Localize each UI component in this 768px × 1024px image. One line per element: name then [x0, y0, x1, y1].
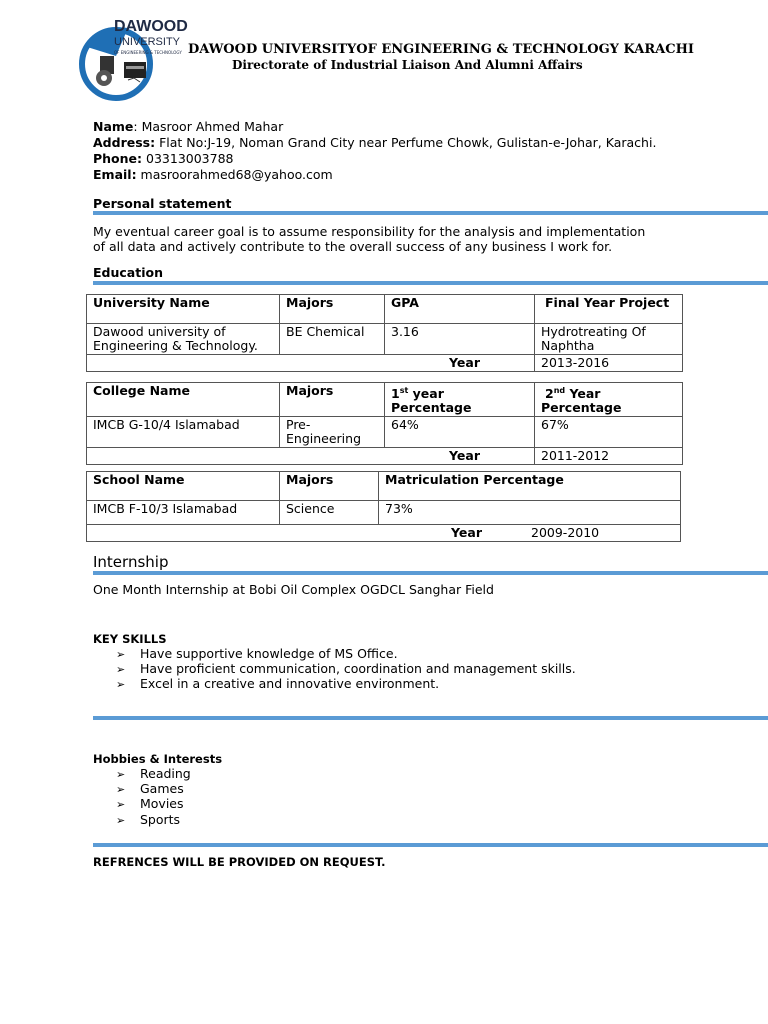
address-line — [93, 135, 656, 151]
phone-value: 03313003788 — [142, 151, 234, 166]
hobby-text: Games — [140, 781, 184, 796]
table-header: Matriculation Percentage — [379, 472, 681, 501]
table-header: Majors — [280, 472, 379, 501]
year-value: 2009-2010 — [531, 525, 600, 540]
list-item — [116, 766, 191, 781]
internship-text: One Month Internship at Bobi Oil Complex OGDCL Sanghar Field — [93, 582, 494, 597]
table-cell: 73% — [379, 501, 681, 525]
school-table — [86, 471, 681, 542]
personal-line-1: My eventual career goal is to assume responsibility for the analysis and implementation — [93, 224, 646, 239]
institution-title: DAWOOD UNIVERSITYOF ENGINEERING & TECHNOLOGY KARACHI — [188, 42, 694, 57]
cell-line: Pre- — [286, 417, 311, 433]
cell-line: Naphtha — [541, 338, 595, 353]
table-header: Final Year Project — [535, 295, 683, 324]
logo-text-university: UNIVERSITY — [114, 36, 181, 48]
section-rule — [93, 211, 768, 215]
ordinal: 2 — [545, 386, 554, 402]
references-note: REFRENCES WILL BE PROVIDED ON REQUEST. — [93, 855, 386, 869]
table-cell: IMCB F-10/3 Islamabad — [87, 501, 280, 525]
header-text: Percentage — [541, 400, 622, 416]
table-header: Majors — [280, 295, 385, 324]
address-label: Address: — [93, 135, 156, 150]
hobby-text: Sports — [140, 812, 181, 827]
university-logo — [76, 16, 188, 108]
header-text: year — [408, 386, 444, 402]
contact-block — [93, 119, 656, 183]
year-label: Year — [451, 525, 482, 540]
year-label: Year — [87, 355, 535, 372]
section-rule — [93, 281, 768, 285]
personal-heading: Personal statement — [93, 196, 232, 211]
personal-line-2: of all data and actively contribute to the overall success of any business I work for. — [93, 239, 613, 254]
table-header: GPA — [385, 295, 535, 324]
name-value: : Masroor Ahmed Mahar — [133, 119, 284, 134]
ordinal: 1 — [391, 386, 400, 402]
cell-line: Dawood university of — [93, 324, 226, 339]
education-heading: Education — [93, 265, 163, 280]
bullet-arrow-icon: ➢ — [116, 783, 126, 796]
table-header: Majors — [280, 383, 385, 417]
table-cell: 67% — [535, 417, 683, 448]
table-cell — [280, 417, 385, 448]
address-value: Flat No:J-19, Noman Grand City near Perfume Chowk, Gulistan-e-Johar, Karachi. — [155, 135, 657, 150]
year-label: Year — [87, 448, 535, 465]
college-table — [86, 382, 683, 465]
bullet-arrow-icon: ➢ — [116, 768, 126, 781]
table-cell: Science — [280, 501, 379, 525]
bullet-arrow-icon: ➢ — [116, 648, 126, 661]
logo-text-dawood: DAWOOD — [114, 18, 188, 35]
email-line — [93, 167, 656, 183]
table-header — [385, 383, 535, 417]
directorate-title: Directorate of Industrial Liaison And Alumni Affairs — [232, 58, 583, 72]
ordinal-suffix: nd — [553, 386, 566, 395]
logo-text-engineering: OF ENGINEERING & TECHNOLOGY — [114, 50, 182, 55]
bullet-arrow-icon: ➢ — [116, 663, 126, 676]
header-text: Percentage — [391, 400, 472, 416]
table-header: College Name — [87, 383, 280, 417]
list-item — [116, 796, 184, 811]
table-header: University Name — [87, 295, 280, 324]
email-label: Email: — [93, 167, 137, 182]
table-header — [535, 383, 683, 417]
year-row — [87, 525, 681, 542]
bullet-arrow-icon: ➢ — [116, 678, 126, 691]
hobby-text: Movies — [140, 796, 184, 811]
table-cell: BE Chemical — [280, 324, 385, 355]
skill-text: Have proficient communication, coordination and management skills. — [140, 661, 576, 676]
ordinal-suffix: st — [399, 386, 409, 395]
table-cell — [87, 324, 280, 355]
section-rule — [93, 843, 768, 847]
year-value: 2013-2016 — [535, 355, 683, 372]
bullet-arrow-icon: ➢ — [116, 814, 126, 827]
list-item — [116, 812, 180, 827]
list-item — [116, 661, 576, 676]
personal-text — [93, 224, 645, 254]
name-line — [93, 119, 656, 135]
hobby-text: Reading — [140, 766, 191, 781]
cell-line: Engineering & Technology. — [93, 338, 258, 353]
phone-label: Phone: — [93, 151, 143, 166]
list-item — [116, 676, 439, 691]
list-item — [116, 781, 184, 796]
table-cell — [535, 324, 683, 355]
internship-heading: Internship — [93, 553, 169, 571]
list-item — [116, 646, 398, 661]
bullet-arrow-icon: ➢ — [116, 798, 126, 811]
table-cell: 64% — [385, 417, 535, 448]
university-table — [86, 294, 683, 372]
skills-heading: KEY SKILLS — [93, 632, 167, 646]
cell-line: Engineering — [286, 431, 361, 447]
skill-text: Excel in a creative and innovative environment. — [140, 676, 440, 691]
cell-line: Hydrotreating Of — [541, 324, 646, 339]
name-label: Name — [93, 119, 134, 134]
email-value: masroorahmed68@yahoo.com — [136, 167, 333, 182]
year-value: 2011-2012 — [535, 448, 683, 465]
hobbies-heading: Hobbies & Interests — [93, 752, 223, 766]
table-header: School Name — [87, 472, 280, 501]
header-text: Year — [565, 386, 601, 402]
skill-text: Have supportive knowledge of MS Office. — [140, 646, 398, 661]
table-cell: 3.16 — [385, 324, 535, 355]
section-rule — [93, 716, 768, 720]
section-rule — [93, 571, 768, 575]
phone-line — [93, 151, 656, 167]
table-cell: IMCB G-10/4 Islamabad — [87, 417, 280, 448]
